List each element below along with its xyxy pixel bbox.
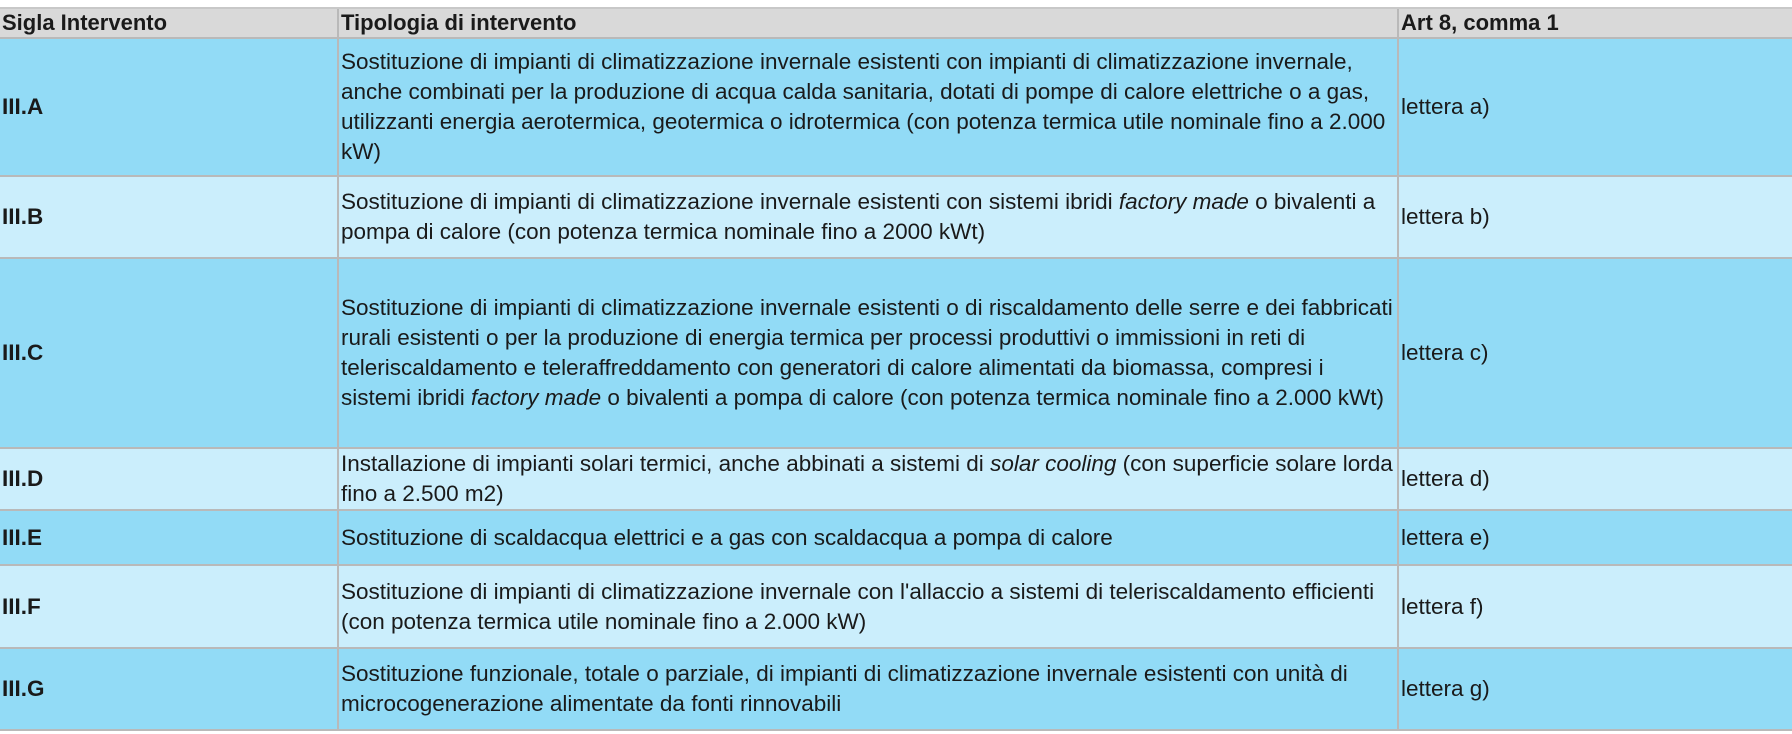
italic-term: solar cooling bbox=[990, 451, 1117, 476]
tipologia-cell[interactable] bbox=[339, 39, 1399, 175]
tipologia-text: Sostituzione di scaldacqua elettrici e a gas con scaldacqua a pompa di calore bbox=[341, 524, 1113, 550]
italic-term: factory made bbox=[1118, 189, 1249, 214]
header-row bbox=[0, 7, 1792, 39]
art-cell[interactable]: lettera e) bbox=[1401, 524, 1490, 550]
header-sigla[interactable]: Sigla Intervento bbox=[0, 9, 339, 37]
tipologia-text: Sostituzione di impianti di climatizzazione invernale esistenti con impianti di climatizzazione invernale, anche combinati per la produzione di acqua calda sanitaria, dotati di pompe di calore elettriche o a gas, utilizzanti energia aerotermica, geotermica o idrotermica (con potenza termica utile nominale fino a 2.000 kW) bbox=[341, 49, 1386, 164]
header-art[interactable]: Art 8, comma 1 bbox=[1401, 10, 1559, 35]
table-row bbox=[0, 649, 1792, 731]
sigla-cell[interactable]: III.D bbox=[0, 449, 339, 509]
art-cell[interactable]: lettera b) bbox=[1401, 204, 1490, 229]
table-row bbox=[0, 449, 1792, 511]
tipologia-text: Sostituzione di impianti di climatizzazione invernale con l'allaccio a sistemi di teleriscaldamento efficienti (con potenza termica utile nominale fino a 2.000 kW) bbox=[341, 578, 1375, 634]
table-row bbox=[0, 259, 1792, 449]
tipologia-text: Sostituzione di impianti di climatizzazione invernale esistenti o di riscaldamento delle serre e dei fabbricati rurali esistenti o per la produzione di energia termica per processi produttivi o immissioni in reti di teleriscaldamento e teleraffreddamento con generatori di calore alimentati da biomassa, compresi i sistemi ibridi factory made o bivalenti a pompa di calore (con potenza termica nominale fino a 2.000 kWt) bbox=[341, 295, 1393, 410]
tipologia-text: Installazione di impianti solari termici, anche abbinati a sistemi di solar cooling (con superficie solare lorda fino a 2.500 m2) bbox=[341, 451, 1393, 506]
sigla-cell[interactable]: III.A bbox=[0, 39, 339, 175]
header-tipologia[interactable]: Tipologia di intervento bbox=[339, 9, 1399, 37]
tipologia-cell[interactable] bbox=[339, 177, 1399, 257]
italic-term: factory made bbox=[471, 385, 602, 410]
art-cell[interactable]: lettera g) bbox=[1401, 676, 1490, 701]
sigla-cell[interactable]: III.B bbox=[0, 177, 339, 257]
table-row bbox=[0, 39, 1792, 177]
art-cell[interactable]: lettera a) bbox=[1401, 94, 1490, 119]
tipologia-cell[interactable] bbox=[339, 511, 1399, 564]
spreadsheet-table bbox=[0, 7, 1792, 731]
table-row bbox=[0, 566, 1792, 649]
sigla-cell[interactable]: III.G bbox=[0, 649, 339, 729]
table-row bbox=[0, 511, 1792, 566]
tipologia-cell[interactable] bbox=[339, 566, 1399, 647]
art-cell[interactable]: lettera d) bbox=[1401, 466, 1490, 491]
tipologia-cell[interactable] bbox=[339, 649, 1399, 729]
tipologia-text: Sostituzione di impianti di climatizzazione invernale esistenti con sistemi ibridi factory made o bivalenti a pompa di calore (con potenza termica nominale fino a 2000 kWt) bbox=[341, 189, 1376, 244]
art-cell[interactable]: lettera c) bbox=[1401, 340, 1489, 365]
sigla-cell[interactable]: III.F bbox=[0, 566, 339, 647]
tipologia-cell[interactable] bbox=[339, 259, 1399, 447]
tipologia-cell[interactable] bbox=[339, 449, 1399, 509]
table-row bbox=[0, 177, 1792, 259]
tipologia-text: Sostituzione funzionale, totale o parziale, di impianti di climatizzazione invernale esistenti con unità di microcogenerazione alimentate da fonti rinnovabili bbox=[341, 661, 1348, 716]
art-cell[interactable]: lettera f) bbox=[1401, 593, 1484, 619]
sigla-cell[interactable]: III.E bbox=[0, 511, 339, 564]
sigla-cell[interactable]: III.C bbox=[0, 259, 339, 447]
